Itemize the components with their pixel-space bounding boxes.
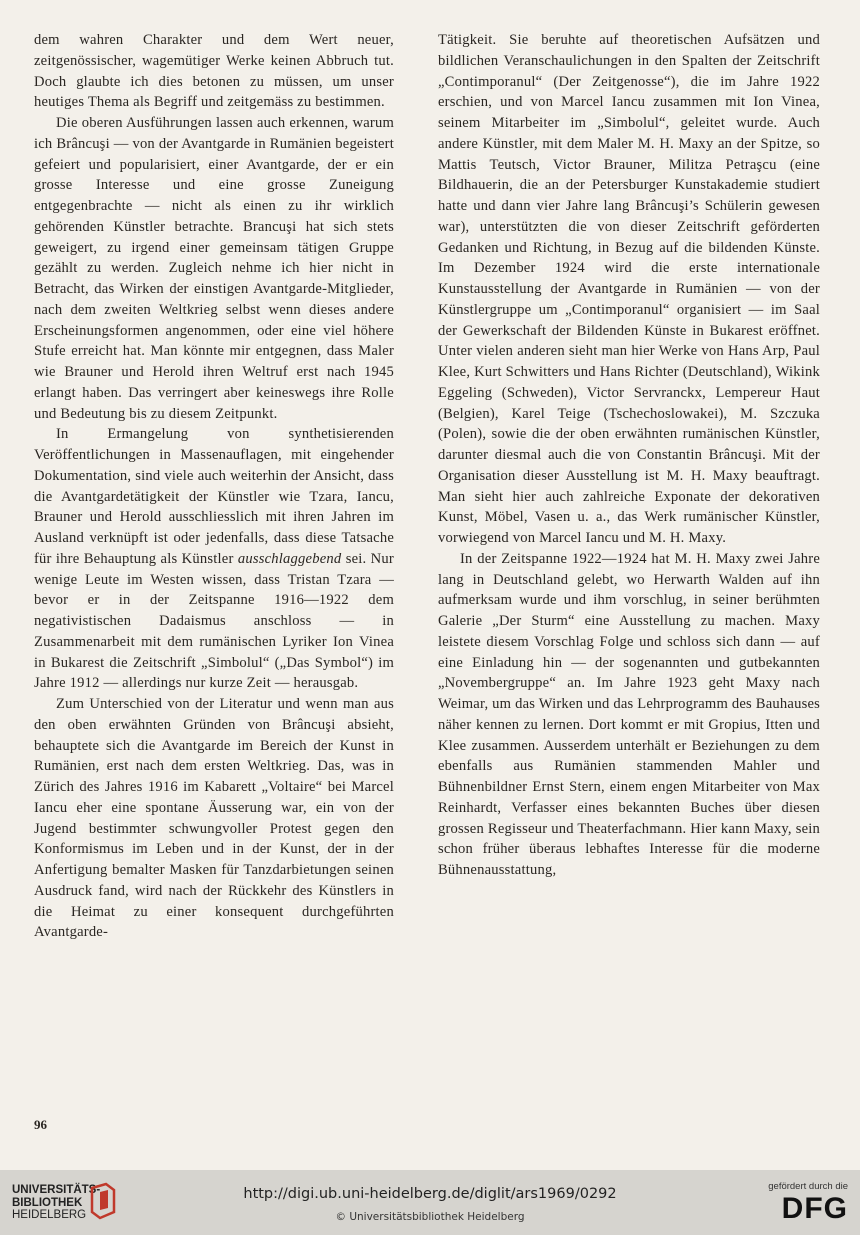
library-line: HEIDELBERG — [12, 1209, 87, 1221]
paragraph: Zum Unterschied von der Literatur und wenn man aus den oben erwähnten Gründen von Brâncuşi absieht, behauptete sich die Avantgarde im Bereich der Kunst in Rumänien, erst nach dem ersten Weltkrieg. Das, was in Zürich des Jahres 1916 im Kabarett „Voltaire“ bei Marcel Iancu eher eine spontane Äusserung war, ein von der Jugend bestimmter schwungvoller Protest gegen den Konformismus im Leben und in der Kunst, der in der Anfertigung bemalter Masken für Tanzdarbietungen seinen Ausdruck fand, wird nach der Rückkehr des Künstlers in die Heimat zu einer konsequent durchgeführten Avantgarde- — [34, 696, 394, 941]
emphasis-word: ausschlaggebend — [237, 550, 342, 567]
library-line: UNIVERSITÄTS- — [12, 1184, 101, 1196]
library-emblem-icon — [88, 1182, 118, 1222]
paragraph: Tätigkeit. Sie beruhte auf theoretischen Aufsätzen und bildlichen Veranschaulichungen in den Spalten der Zeitschrift „Contimporanul“ (Der Zeitgenosse“), die im Jahre 1922 erschien, und von Marcel Iancu zusammen mit Ion Vinea, seinem Mitarbeiter im „Simbolul“, geleitet wurde. Auch andere Künstler, mit dem Maler M. H. Maxy an der Spitze, so Mattis Teutsch, Victor Brauner, Militza Petraşcu (eine Bildhauerin, die an der Petersburger Kunstakademie studiert hatte und dann vier Jahre lang Brâncuşi’s Schülerin gewesen war), unterstützten die von dieser Zeitschrift geförderten Gedanken und Richtung, in Bezug auf die bildenden Künste. Im Dezember 1924 wird die erste internationale Kunstausstellung der Avantgarde in Rumänien — von der Künstlergruppe um „Contimporanul“ organisiert — im Saal der Gewerkschaft der Bildenden Künste in Bukarest eröffnet. Unter vielen anderen sieht man hier Werke von Hans Arp, Paul Klee, Kurt Schwitters und Hans Richter (Deutschland), Wikink Eggeling (Schweden), Victor Servranckx, Lempereur Haut (Belgien), Karel Teige (Tschechoslowakei), M. Szczuka (Polen), sowie die der oben erwähnten rumänischen Künstler, darunter diesmal auch die von Constantin Brâncuşi. Mit der Organisation dieser Ausstellung ist M. H. Maxy beauftragt. Man sieht hier auch zahlreiche Exponate der dekorativen Kunst, Möbel, Vasen u. a., das Werk rumänischer Künstler, vorwiegend von Marcel Iancu und M. H. Maxy. — [438, 32, 820, 546]
paragraph-text: In Ermangelung von synthetisierenden Veröffentlichungen in Massenauflagen, mit eingehender Dokumentation, sind viele auch weiterhin der Ansicht, dass die Avantgardetätigkeit der Künstler wie Tzara, Iancu, Brauner und Herold ausschliesslich mit ihren Jahren im Ausland verknüpft ist oder jedenfalls, dass diese Tatsache für ihre Behauptung als Künstler — [34, 426, 394, 567]
paragraph: dem wahren Charakter und dem Wert neuer, zeitgenössischer, wagemütiger Werke keinen Abbruch tut. Doch glaubte ich dies betonen zu müssen, um unser heutiges Thema als Begriff und zeitgemäss zu bestimmen. — [34, 32, 394, 111]
paragraph-text: sei. Nur wenige Leute im Westen wissen, dass Tristan Tzara — bevor er in der Zeitspanne 1916—1922 dem negativistischen Dadaismus anschloss — in Zusammenarbeit mit dem rumänischen Lyriker Ion Vinea in Bukarest die Zeitschrift „Simbolul“ („Das Symbol“) im Jahre 1912 — allerdings nur kurze Zeit — herausgab. — [34, 550, 394, 692]
right-text-column — [438, 30, 820, 881]
left-text-column — [34, 30, 394, 943]
copyright-text: © Universitätsbibliothek Heidelberg — [335, 1211, 525, 1223]
footer-bar — [0, 1170, 860, 1235]
funding-note: gefördert durch die — [768, 1181, 848, 1192]
paragraph: In der Zeitspanne 1922—1924 hat M. H. Maxy zwei Jahre lang in Deutschland gelebt, wo Herwarth Walden auf ihn aufmerksam wurde und ihm vorschlug, in seiner berühmten Galerie „Der Sturm“ eine Ausstellung zu machen. Maxy leistete diesem Vorschlag Folge und schloss sich dann — auf eine Einladung hin — der sogenannten und gutbekannten „Novembergruppe“ an. Im Jahre 1923 geht Maxy nach Weimar, um das Wirken und das Lehrprogramm des Bauhauses näher kennen zu lernen. Dort kommt er mit Gropius, Itten und Klee zusammen. Ausserdem unterhält er Beziehungen zu dem ebenfalls aus Rumänien stammenden Mahler und Bühnenbildner Ernst Stern, einem engen Mitarbeiter von Max Reinhardt, Verfasser eines bekannten Buches über diesen grossen Regisseur und Theaterfachmann. Hier kann Maxy, sein schon früher überaus lebhaftes Interesse für die moderne Bühnenausstattung, — [438, 550, 820, 878]
paragraph — [34, 424, 394, 694]
library-line: BIBLIOTHEK — [12, 1196, 83, 1209]
dfg-logo: DFG — [781, 1192, 848, 1225]
permalink-url[interactable]: http://digi.ub.uni-heidelberg.de/diglit/ars1969/0292 — [243, 1186, 617, 1202]
paragraph: Die oberen Ausführungen lassen auch erkennen, warum ich Brâncuşi — von der Avantgarde in Rumänien begeistert gefeiert und popularisiert, einer Avantgarde, der er ein grosse Interesse und eine grosse Zuneigung entgegenbrachte — nicht als einen zu ihr wirklich gehörenden Künstler betrachte. Brancuşi hat sich stets geweigert, zu irgend einer gemeinsam tätigen Gruppe gezählt zu werden. Zugleich nehme ich hier nicht in Betracht, das Wirken der einstigen Avantgarde-Mitglieder, nach dem zweiten Weltkrieg selbst wenn dieses andere Erscheinungsformen angenommen, oder eine viel höhere Stufe erreicht hat. Man könnte mir entgegnen, dass Maler wie Brauner und Herold ihren Weltruf erst nach 1945 erlangt haben. Das verringert aber keineswegs ihre Rolle und Bedeutung bis zu diesem Zeitpunkt. — [34, 115, 394, 422]
page-number: 96 — [34, 1117, 47, 1132]
library-logo-text — [12, 1184, 100, 1222]
